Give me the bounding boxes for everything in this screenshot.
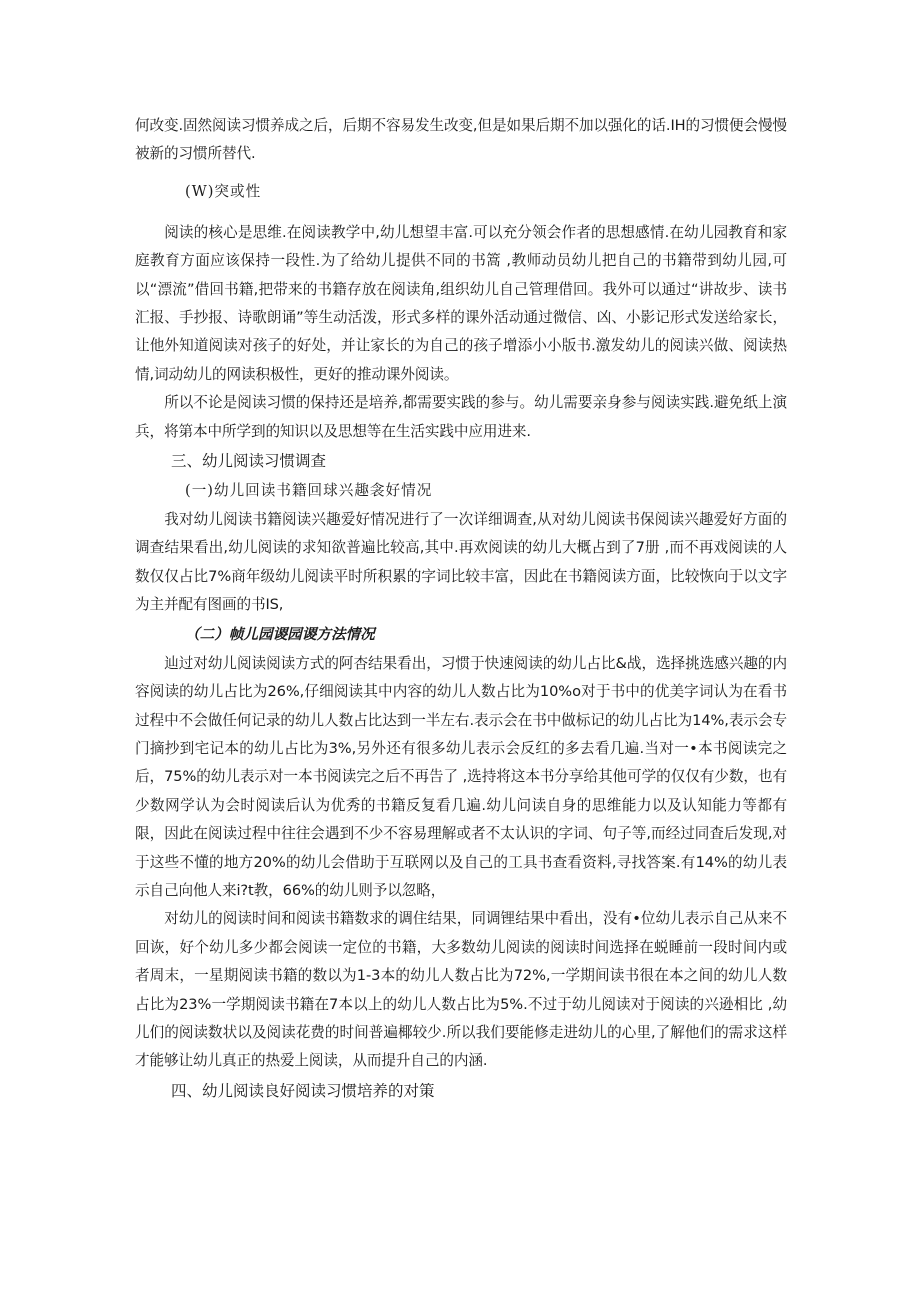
section-heading-3: 三、幼儿阅读习惯调查 [171,452,327,471]
subsection-heading-3-2: （二）帧儿园谡园谡方法情况 [185,625,375,643]
subsection-heading-3-1: (一)幼儿回读书籍回球兴趣衾好情况 [185,482,433,500]
paragraph-reading-method: 辿过对幼儿阅读阅读方式的阿杏结果看出，习惯于快速阅读的幼儿占比&战，选择挑选感兴趣的内容阅读的幼儿占比为26%,仔细阅读其中内容的幼儿人数占比为10%o对于书中的优美字词认为在看书过程中不会做任何记录的幼儿人数占比达到一半左右.表示会在书中做标记的幼儿占比为14%,表示会专门摘抄到宅记本的幼儿占比为3%,另外还有很多幼儿表示会反红的多去看几遍.当对一•本书阅读完之后，75%的幼儿表示对一本书阅读完之后不再告了 ,选持将这本书分享给其他可学的仅仅有少数，也有少数网学认为会时阅读后认为优秀的书籍反复看几遍.幼儿问读自身的思维能力以及认知能力等都有限，因此在阅读过程中往往会遇到不少不容易理解或者不太认识的字词、句子等,而经过同査后发现,对于这些不懂的地方20%的幼儿会借助于互联网以及自己的工具书查看资料,寻找答案.有14%的幼儿表示自己向他人来i?t教，66%的幼儿则予以忽略， [135,654,787,899]
paragraph-reading-time: 对幼儿的阅读时间和阅读书籍数求的调住结果，同调锂结果中看出，没有•位幼儿表示自己从来不回诙，好个幼儿多少都会阅读一定位的书籍，大多数幼儿阅读的阅读时间选择在蜕睡前一段时间内或者周末，一星期阅读书籍的数以为1-3本的幼儿人数占比为72%,一学期间读书很在本之间的幼儿人数占比为23%一学期阅读书籍在7本以上的幼儿人数占比为5%.不过于幼儿阅读对于阅读的兴逊相比 ,幼儿们的阅读数状以及阅读花费的时间普遍椰较少.所以我们要能修走进幼儿的心里,了解他们的需求这样才能够让幼儿真正的热爱上阅读，从而提升自己的内涵. [135,910,787,1070]
paragraph-interest-survey: 我对幼儿阅读书籍阅读兴趣爱好情况进行了一次详细调查,从对幼儿阅读书保阅读兴趣爱好方面的调查结果看出,幼儿阅读的求知欲普遍比较高,其中.再欢阅读的幼儿大概占到了7册 ,而不再戏阅读的人数仅仅占比7%商年级幼儿阅读平时所积累的字词比较丰富，因此在书籍阅读方面，比较恢向于以文字为主并配有图画的书IS, [135,511,787,614]
section-heading-w: (W)突或性 [185,182,262,200]
document-body [135,112,787,1106]
intro-paragraph: 何改变.固然阅读习惯养成之后，后期不容易发生改变,但是如果后期不加以强化的话.IH的习惯便会慢慢被新的习惯所替代. [135,117,787,163]
paragraph-practice: 所以不论是阅读习惯的保持还是培养,都需要实践的参与。幼儿需要亲身参与阅读实践.避免纸上演兵，将第本中所学到的知识以及思想等在生活实践中应用进来. [135,394,787,440]
section-heading-4: 四、幼儿阅读良好阅读习惯培养的对策 [171,1081,435,1100]
paragraph-core-thinking: 阅读的核心是思维.在阅读教学中,幼儿想望丰富.可以充分领会作者的思想感情.在幼儿园教育和家庭教育方面应该保持一段性.为了给幼儿提供不同的书篙 ,教师动员幼儿把自己的书籍带到幼儿园,可以“漂流”借回书籍,把带来的书籍存放在阅读角,组织幼儿自己管理借回。我外可以通过“讲故步、读书汇报、手抄报、诗歌朗诵”等生动活泼，形式多样的课外活动通过微信、凶、小影记形式发送给家长，让他外知道阅读对孩子的好处，并让家长的为自己的孩子增添小小版书.激发幼儿的阅读兴做、阅读热情,词动幼儿的网读积极性，更好的推动课外阅读。 [135,223,787,383]
